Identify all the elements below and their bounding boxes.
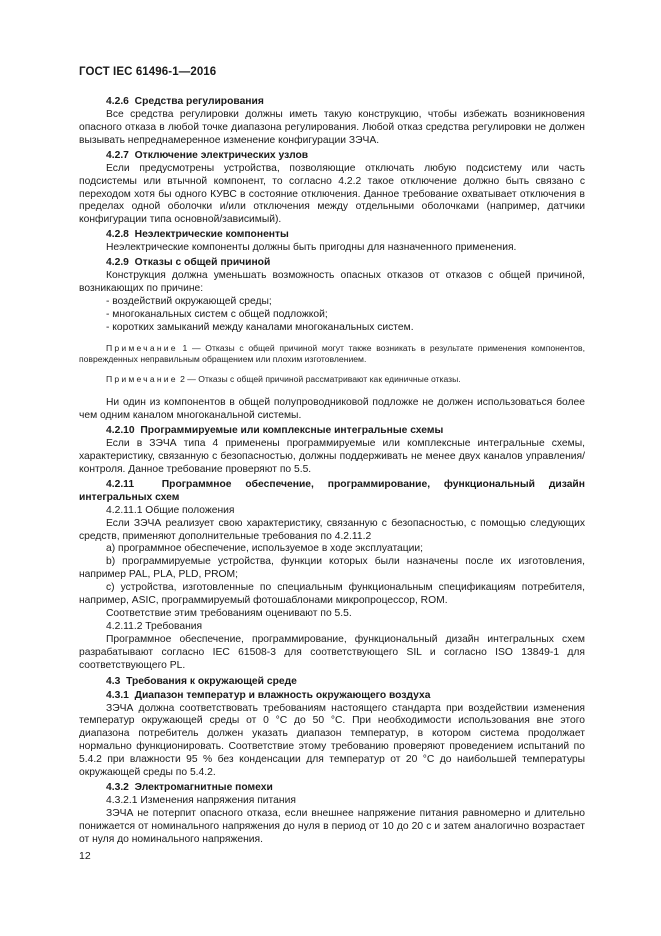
section-number: 4.3.1	[106, 689, 129, 701]
section-title: Отказы с общей причиной	[134, 257, 271, 269]
list-item-a: a) программное обеспечение, используемое в ходе эксплуатации;	[106, 543, 424, 555]
section-number: 4.2.9	[106, 257, 129, 269]
list-item-b: b) программируемые устройства, функции которых были назначены после их изготовления, например PAL, PLA, PLD, PROM;	[79, 556, 585, 581]
section-title: Требования к окружающей среде	[126, 675, 297, 687]
section-heading-4-2-9	[79, 256, 585, 269]
section-heading-4-2-11	[79, 478, 585, 504]
subsection-heading-4-2-11-1: 4.2.11.1 Общие положения	[106, 504, 235, 516]
note-label: Примечание	[106, 373, 178, 384]
section-number: 4.3	[106, 675, 121, 687]
section-number: 4.3.2	[106, 781, 129, 793]
note-text: 2 — Отказы с общей причиной рассматривают как единичные отказы.	[180, 373, 461, 384]
section-title: Программное обеспечение, программирование, функциональный дизайн интегральных схем	[79, 478, 585, 503]
section-title: Отключение электрических узлов	[134, 149, 309, 161]
list-item: - многоканальных систем с общей подложкой;	[106, 308, 328, 320]
section-heading-4-2-7	[79, 149, 585, 162]
page-number: 12	[79, 850, 91, 862]
section-heading-4-3-1	[79, 689, 585, 702]
paragraph: Конструкция должна уменьшать возможность опасных отказов от отказов с общей причиной, возникающих по причине:	[79, 270, 585, 295]
note-label: Примечание	[106, 342, 178, 353]
paragraph: ЗЭЧА не потерпит опасного отказа, если внешнее напряжение питания равномерно и длительно понижается от номинального напряжения до нуля в период от 10 до 20 с и затем аналогично возрастает от нуля до номинального напряжения.	[79, 807, 585, 845]
section-number: 4.2.11	[106, 478, 135, 490]
list-item: - коротких замыканий между каналами многоканальных систем.	[106, 321, 414, 333]
section-heading-4-3	[79, 675, 585, 688]
subsection-heading-4-3-2-1: 4.3.2.1 Изменения напряжения питания	[106, 794, 296, 806]
subsection-heading-4-2-11-2: 4.2.11.2 Требования	[106, 620, 203, 632]
list-item: - воздействий окружающей среды;	[106, 295, 272, 307]
section-heading-4-2-8	[79, 228, 585, 241]
paragraph: Соответствие этим требованиям оценивают по 5.5.	[106, 607, 352, 619]
section-title: Электромагнитные помехи	[134, 781, 273, 793]
paragraph: Если ЗЭЧА реализует свою характеристику, связанную с безопасностью, с помощью следующих средств, применяют дополнительные требования по 4.2.11.2	[79, 517, 585, 542]
note-2	[79, 374, 585, 386]
section-number: 4.2.6	[106, 96, 129, 107]
note-1	[79, 343, 585, 366]
note-text: 1 — Отказы с общей причиной могут также возникать в результате применения компонентов, поврежденных неправильным обращением или плохим изготовлением.	[79, 342, 585, 365]
section-heading-4-3-2	[79, 781, 585, 794]
paragraph: Все средства регулировки должны иметь такую конструкцию, чтобы избежать возникновения опасного отказа в любой точке диапазона регулирования. Любой отказ средства регулировки не должен вызывать непреднамеренное изменение конфигурации ЗЭЧА.	[79, 109, 585, 146]
section-title: Неэлектрические компоненты	[134, 229, 289, 241]
document-body	[79, 94, 585, 847]
section-heading-4-2-10	[79, 424, 585, 437]
paragraph: Ни один из компонентов в общей полупроводниковой подложке не должен использоваться более чем одним каналом многоканальной системы.	[79, 397, 585, 422]
section-heading-4-2-6	[79, 95, 585, 108]
section-number: 4.2.10	[106, 425, 135, 436]
section-title: Диапазон температур и влажность окружающего воздуха	[134, 689, 431, 701]
paragraph: Если в ЗЭЧА типа 4 применены программируемые или комплексные интегральные схемы, характеристику, связанную с безопасностью, должны поддерживать не менее двух каналов управления/контроля. Данное требование проверяют по 5.5.	[79, 438, 585, 475]
section-title: Средства регулирования	[134, 96, 264, 107]
paragraph: ЗЭЧА должна соответствовать требованиям настоящего стандарта при воздействии изменения температур окружающей среды от 0 °C до 50 °C. При необходимости использования вне этого диапазона потребитель должен указать диапазон температур, в котором система продолжает нормально функционировать. Соответствие этому требованию проверяют проведением испытаний по 5.4.2 при влажности 95 % без конденсации для температур от 20 °C до наибольшей температуры окружающей среды по 5.4.2.	[79, 702, 585, 779]
section-number: 4.2.8	[106, 229, 129, 241]
list-item-c: c) устройства, изготовленные по специальным функциональным спецификациям потребителя, например, ASIC, программируемый фотошаблонами микропроцессор, ROM.	[79, 582, 585, 607]
document-header: ГОСТ IEC 61496-1—2016	[79, 66, 217, 78]
paragraph: Неэлектрические компоненты должны быть пригодны для назначенного применения.	[106, 242, 517, 254]
paragraph: Программное обеспечение, программирование, функциональный дизайн интегральных схем разрабатывают согласно IEC 61508-3 для соответствующего SIL и согласно ISO 13849-1 для соответствующего PL.	[79, 633, 585, 671]
section-number: 4.2.7	[106, 149, 129, 161]
paragraph: Если предусмотрены устройства, позволяющие отключать любую подсистему или часть подсистемы или втычной компонент, то согласно 4.2.2 такое отключение должно быть связано с переходом хотя бы одного КУВС в состояние отключения. Данное требование охватывает отключения в пределах одной оболочки и/или отключения между отдельными оболочками (например, датчики конфигурации типа основной/зависимый).	[79, 162, 585, 226]
section-title: Программируемые или комплексные интегральные схемы	[140, 425, 444, 436]
